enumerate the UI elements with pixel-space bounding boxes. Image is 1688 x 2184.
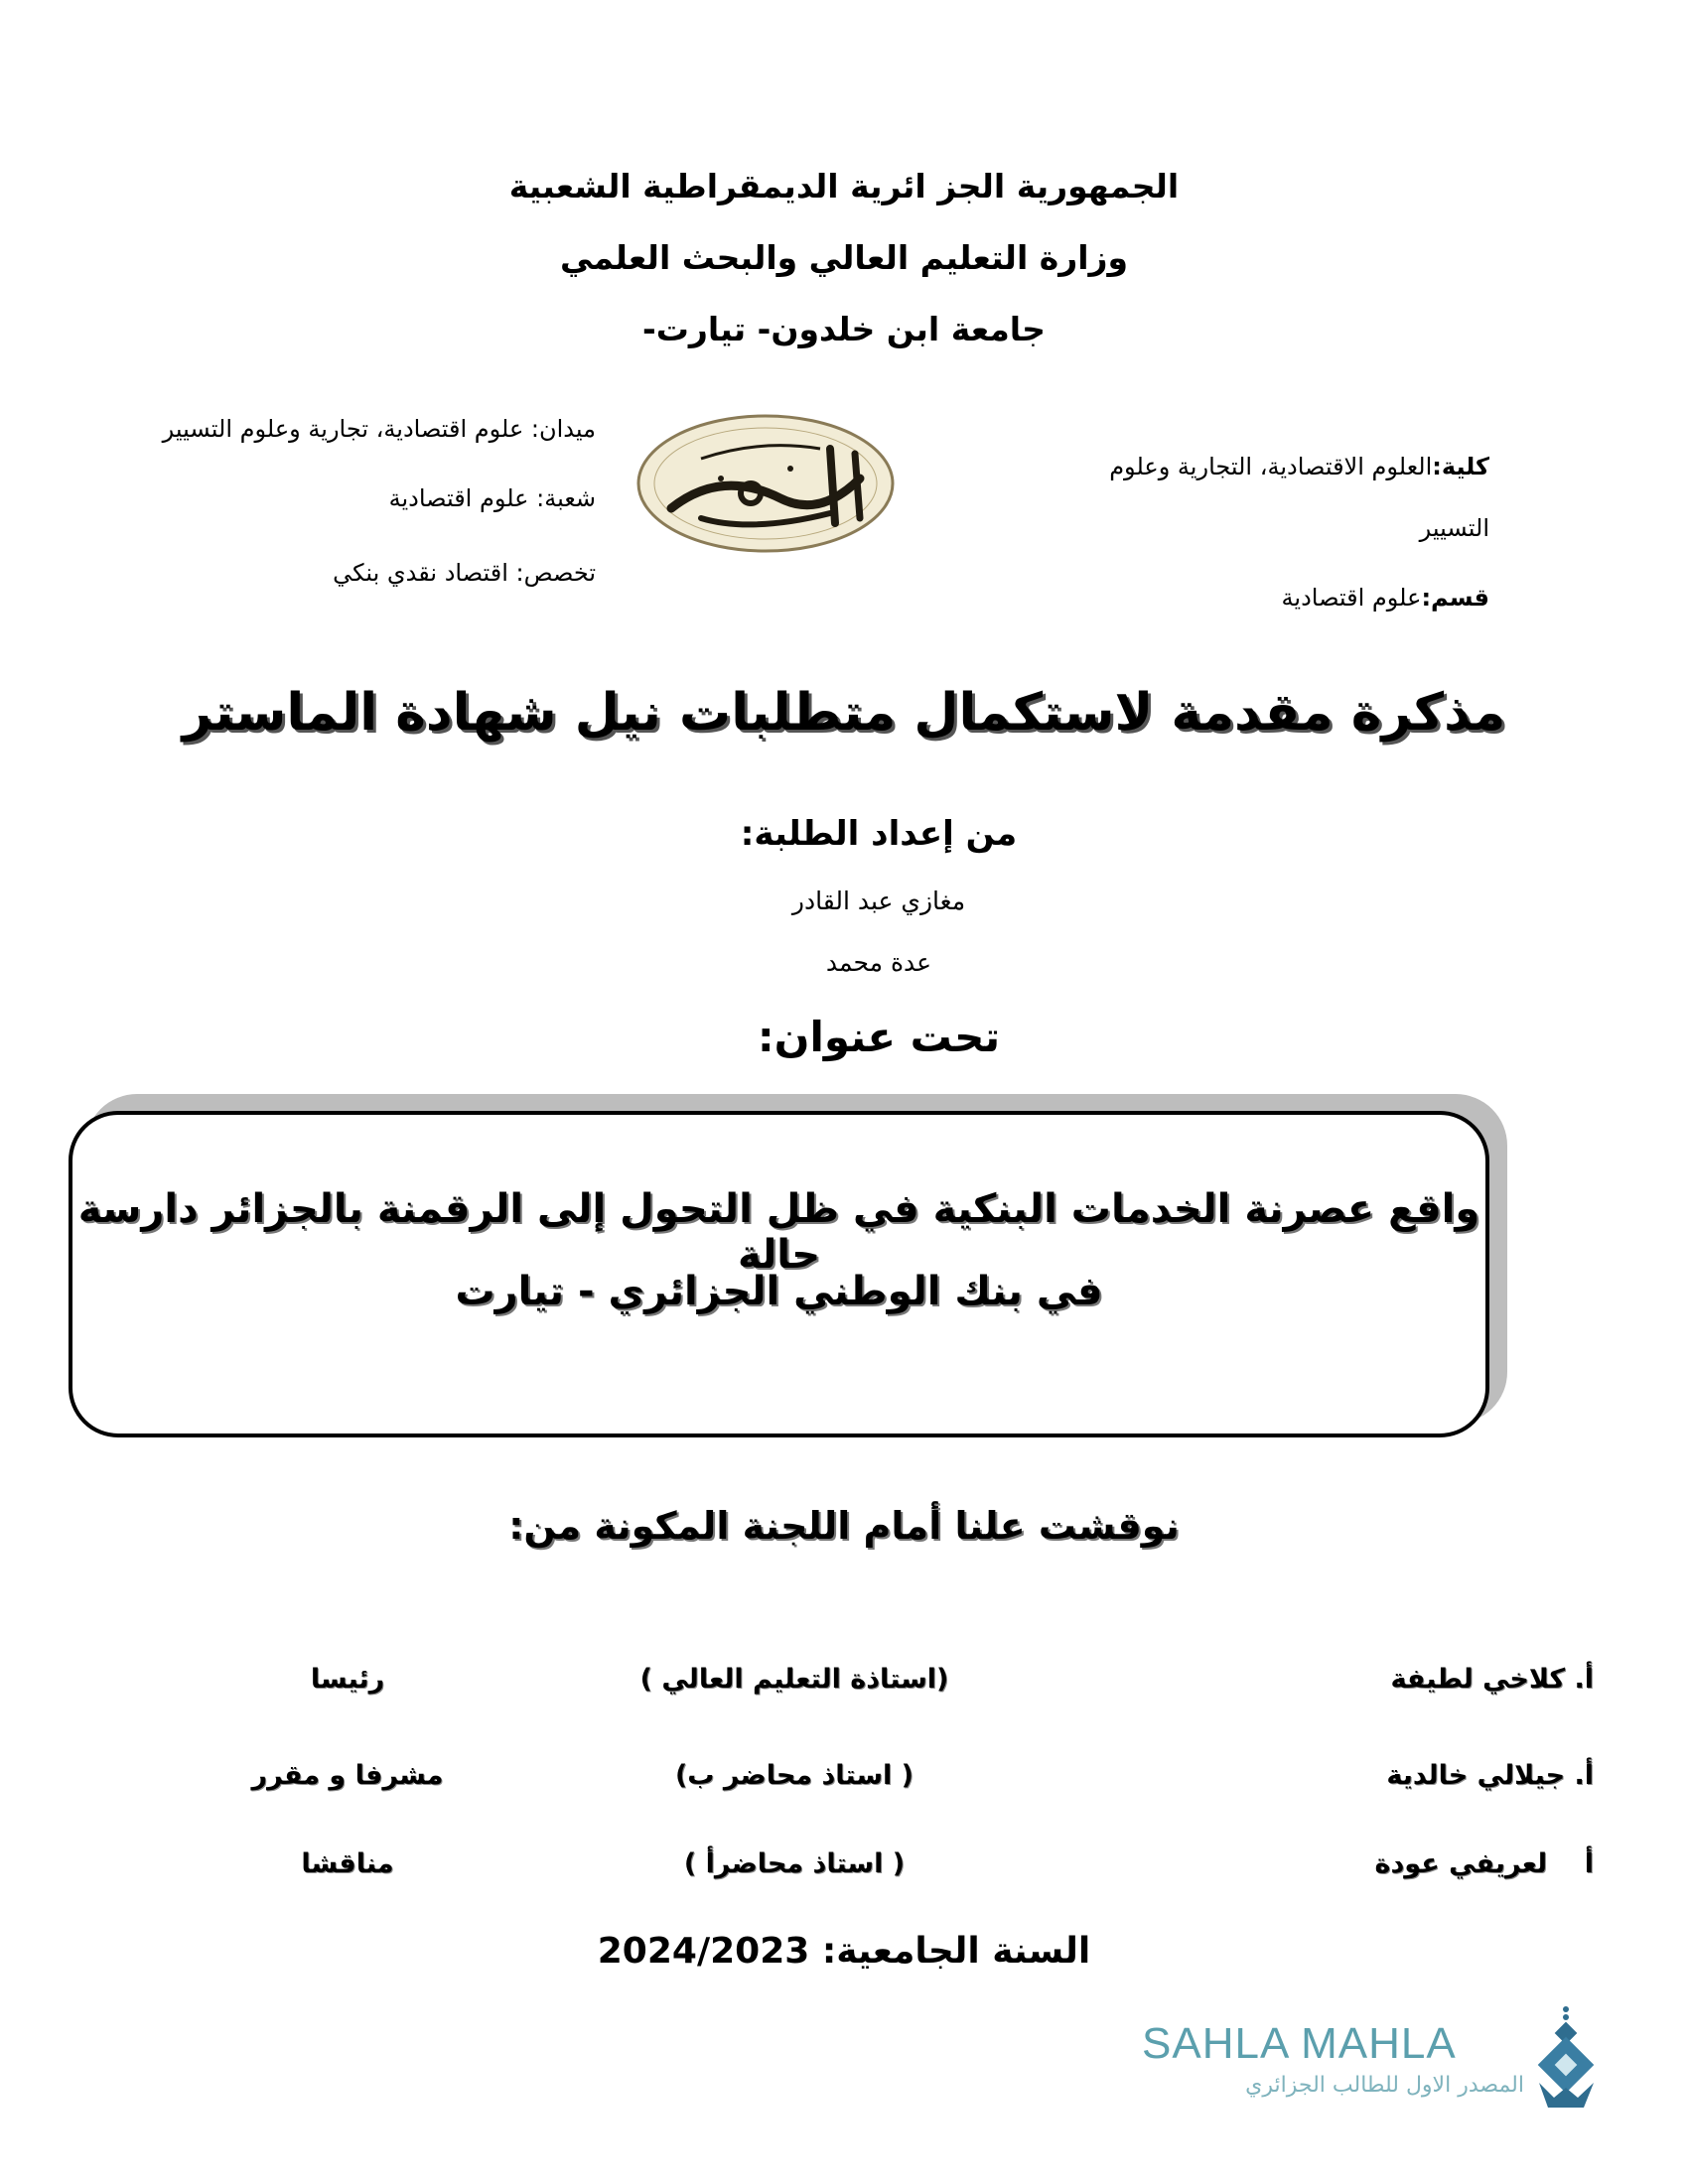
- committee-heading: نوقشت علنا أمام اللجنة المكونة من:: [508, 1504, 1180, 1548]
- member-rank: (استاذة التعليم العالي ): [639, 1664, 949, 1695]
- faculty-line-cont: التسيير: [1419, 514, 1489, 542]
- university-heading: جامعة ابن خلدون- تيارت-: [642, 310, 1046, 348]
- branch-line: شعبة: علوم اقتصادية: [388, 484, 596, 512]
- faculty-line: [973, 455, 1489, 478]
- department-label: قسم:: [1421, 584, 1489, 612]
- thesis-title-line-2: في بنك الوطني الجزائري - تيارت: [455, 1269, 1103, 1314]
- department-value: علوم اقتصادية: [1281, 584, 1422, 612]
- students-label: من إعداد الطلبة:: [740, 814, 1018, 854]
- academic-year: السنة الجامعية: 2024/2023: [597, 1931, 1091, 1972]
- under-title-label: تحت عنوان:: [757, 1013, 1001, 1061]
- watermark-tagline: المصدر الاول للطالب الجزائري: [1245, 2073, 1524, 2098]
- student-name: عدة محمد: [825, 948, 932, 977]
- member-name: أ. كلاخي لطيفة: [1390, 1664, 1594, 1695]
- member-role: مناقشا: [301, 1848, 394, 1879]
- faculty-label: كلية:: [1432, 453, 1489, 480]
- member-role: رئيسا: [310, 1664, 385, 1695]
- republic-heading: الجمهورية الجز ائرية الديمقراطية الشعبية: [508, 167, 1180, 205]
- sahla-mahla-logo-icon: [1534, 2003, 1599, 2113]
- university-seal-icon: [632, 409, 900, 558]
- department-line: [973, 586, 1489, 610]
- student-name: مغازي عبد القادر: [791, 887, 966, 915]
- thesis-title-line-1: واقع عصرنة الخدمات البنكية في ظل التحول إلى الرقمنة بالجزائر دارسة حالة: [77, 1186, 1480, 1278]
- member-name: أ لعريفي عودة: [1374, 1848, 1594, 1879]
- member-name: أ. جيلالي خالدية: [1386, 1760, 1594, 1791]
- ministry-heading: وزارة التعليم العالي والبحث العلمي: [559, 238, 1129, 277]
- watermark-brand: SAHLA MAHLA: [1142, 2019, 1457, 2068]
- sahla-mahla-watermark: [1142, 2003, 1599, 2113]
- member-rank: ( استاذ محاضرأ ): [683, 1848, 906, 1879]
- specialty-line: تخصص: اقتصاد نقدي بنكي: [333, 559, 596, 587]
- domain-line: ميدان: علوم اقتصادية، تجارية وعلوم التسيير: [162, 415, 596, 443]
- member-role: مشرفا و مقرر: [251, 1760, 444, 1791]
- member-rank: ( استاذ محاضر ب): [674, 1760, 914, 1791]
- faculty-value: العلوم الاقتصادية، التجارية وعلوم: [1109, 453, 1433, 480]
- memo-title: مذكرة مقدمة لاستكمال متطلبات نيل شهادة الماستر: [182, 683, 1506, 743]
